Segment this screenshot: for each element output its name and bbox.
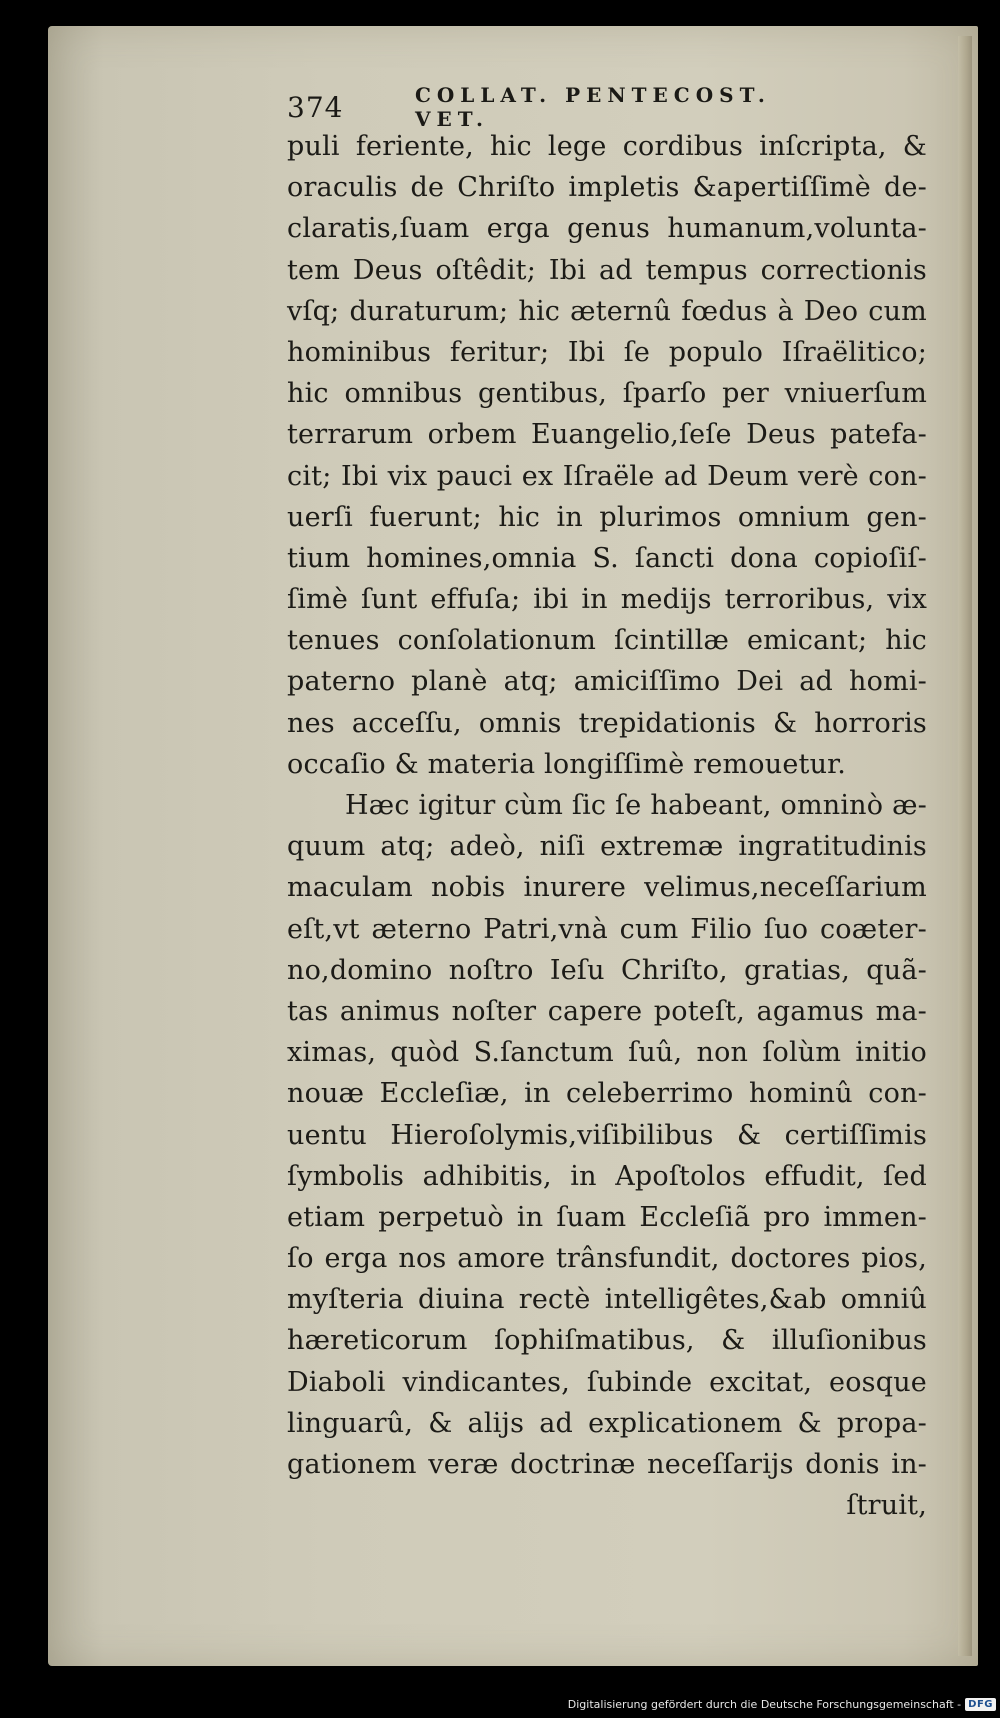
text-line: etiam perpetuò in ſuam Eccleſiã pro immen- <box>287 1201 927 1233</box>
page-header <box>287 83 807 131</box>
text-line: nouæ Eccleſiæ, in celeberrimo hominû con- <box>287 1078 927 1110</box>
text-line: cit; Ibi vix pauci ex Iſraële ad Deum verè con- <box>287 460 927 492</box>
text-line: paterno planè atq; amiciſſimo Dei ad homi- <box>287 666 927 698</box>
text-line: gationem veræ doctrinæ neceſſarijs donis in- <box>287 1449 927 1480</box>
text-line: tas animus noſter capere poteſt, agamus ma- <box>287 995 927 1027</box>
text-line: uentu Hieroſolymis,viſibilibus & certiſſimis <box>287 1119 927 1151</box>
text-line: oraculis de Chriſto impletis &apertiſſimè de- <box>287 172 927 204</box>
text-line: claratis,ſuam erga genus humanum,volunta- <box>287 213 927 245</box>
text-line: maculam nobis inurere velimus,neceſſarium <box>287 872 927 904</box>
text-line: tium homines,omnia S. ſancti dona copioſiſ- <box>287 542 927 574</box>
text-line: ximas, quòd S.ſanctum ſuû, non ſolùm initio <box>287 1037 927 1069</box>
digitization-credit <box>0 1690 1000 1718</box>
text-line: Diaboli vindicantes, ſubinde excitat, eosque <box>287 1366 927 1398</box>
page-number: 374 <box>287 90 344 124</box>
text-line: hæreticorum ſophiſmatibus, & illuſionibus <box>287 1325 927 1357</box>
text-line: tem Deus oſtêdit; Ibi ad tempus correctionis <box>287 254 927 286</box>
text-line: ſymbolis adhibitis, in Apoſtolos effudit, ſed <box>287 1160 927 1192</box>
text-line: quum atq; adeò, niſi extremæ ingratitudinis <box>287 831 927 863</box>
text-line: uerſi fuerunt; hic in plurimos omnium gen- <box>287 501 927 533</box>
text-line: ſimè ſunt effuſa; ibi in medijs terroribus, vix <box>287 584 927 616</box>
text-line: hic omnibus gentibus, ſparſo per vniuerſum <box>287 378 927 410</box>
credit-text: Digitalisierung gefördert durch die Deutsche Forschungsgemeinschaft - <box>567 1697 962 1711</box>
text-line: nes acceſſu, omnis trepidationis & horroris <box>287 707 927 739</box>
text-line: eſt,vt æterno Patri,vnà cum Filio ſuo coæter- <box>287 913 927 945</box>
page-edge <box>958 36 972 1656</box>
running-title: COLLAT. PENTECOST. VET. <box>414 83 771 131</box>
text-line: terrarum orbem Euangelio,ſeſe Deus patefa- <box>287 419 927 451</box>
text-line: tenues conſolationum ſcintillæ emicant; hic <box>287 625 927 657</box>
catchword: ſtruit, <box>846 1490 927 1522</box>
text-line: ſo erga nos amore trânsfundit, doctores pios, <box>287 1243 927 1275</box>
text-line: occaſio & materia longiſſimè remouetur. <box>287 748 847 780</box>
body-text <box>287 126 927 1526</box>
text-line: puli feriente, hic lege cordibus inſcripta, & <box>287 131 927 162</box>
text-line: hominibus feritur; Ibi ſe populo Iſraëlitico; <box>287 336 927 368</box>
text-line: Hæc igitur cùm ſic ſe habeant, omninò æ- <box>345 790 927 821</box>
text-line: vſq; duraturum; hic æternû fœdus à Deo cum <box>287 295 927 327</box>
text-line: myſteria diuina rectè intelligêtes,&ab omniû <box>287 1284 927 1316</box>
text-line: linguarû, & alijs ad explicationem & propa- <box>287 1407 927 1439</box>
dfg-logo: DFG <box>965 1698 996 1711</box>
text-line: no,domino noſtro Ieſu Chriſto, gratias, quã- <box>287 954 927 986</box>
